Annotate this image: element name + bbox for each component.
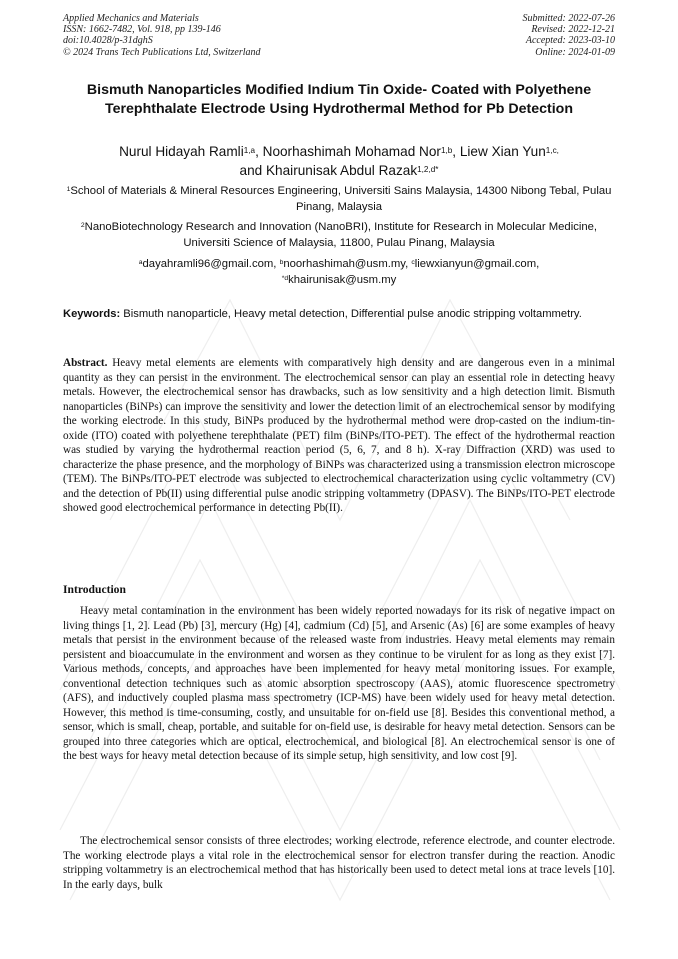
journal-issn: ISSN: 1662-7482, Vol. 918, pp 139-146 xyxy=(63,24,221,36)
author-affiliation-marker: 1,a xyxy=(243,146,256,156)
keywords-label: Keywords: xyxy=(63,308,121,320)
email-address: liewxianyun@gmail.com, xyxy=(414,258,540,270)
keywords-text: Bismuth nanoparticle, Heavy metal detection, Differential pulse anodic stripping voltammetry. xyxy=(120,308,582,320)
journal-info xyxy=(63,13,261,58)
author-emails xyxy=(60,256,618,288)
email-marker: *d xyxy=(281,275,289,283)
affiliation-text: NanoBiotechnology Research and Innovation (NanoBRI), Institute for Research in Molecular Medicine, Universiti Science of Malaysia, 11800, Pulau Pinang, Malaysia xyxy=(84,221,598,249)
email-marker: b xyxy=(279,259,284,267)
paper-title: Bismuth Nanoparticles Modified Indium Tin Oxide- Coated with Polyethene Terephthalate Electrode Using Hydrothermal Method for Pb Detection xyxy=(86,82,592,117)
journal-copyright: © 2024 Trans Tech Publications Ltd, Switzerland xyxy=(63,46,261,58)
author-affiliation-marker: 1,b xyxy=(440,146,453,156)
email-address: khairunisak@usm.my xyxy=(288,274,397,286)
author-affiliation-marker: 1,2,d* xyxy=(417,165,439,175)
journal-name: Applied Mechanics and Materials xyxy=(63,13,199,24)
email-marker: a xyxy=(138,259,143,267)
date-revised: Revised: 2022-12-21 xyxy=(531,24,615,36)
section-heading-introduction: Introduction xyxy=(63,583,126,596)
date-accepted: Accepted: 2023-03-10 xyxy=(525,35,615,47)
author-name: Noorhashimah Mohamad Nor xyxy=(262,144,441,159)
author-name: Liew Xian Yun xyxy=(459,144,546,159)
author-name: and Khairunisak Abdul Razak xyxy=(239,163,418,178)
affiliation-marker: 2 xyxy=(80,222,85,230)
email-address: noorhashimah@usm.my, xyxy=(283,258,412,270)
author-separator: , xyxy=(452,144,460,159)
author-list xyxy=(60,142,618,180)
affiliation-marker: 1 xyxy=(66,186,71,194)
affiliation-2 xyxy=(60,219,618,251)
journal-doi: doi:10.4028/p-31dghS xyxy=(63,35,153,47)
affiliation-1 xyxy=(60,183,618,215)
author-separator: , xyxy=(255,144,263,159)
author-affiliation-marker: 1,c, xyxy=(545,146,559,156)
affiliation-text: School of Materials & Mineral Resources Engineering, Universiti Sains Malaysia, 14300 Nibong Tebal, Pulau Pinang, Malaysia xyxy=(70,185,612,213)
introduction-paragraph-2: The electrochemical sensor consists of three electrodes; working electrode, reference electrode, and counter electrode. The working electrode plays a vital role in the electrochemical sensor for electron transfer during the reaction. Anodic stripping voltammetry is an electrochemical method that has historically been used to detect metal ions at trace levels [10]. In the early days, bulk xyxy=(63,835,615,891)
abstract xyxy=(63,356,615,516)
abstract-label: Abstract. xyxy=(63,357,108,369)
email-address: dayahramli96@gmail.com, xyxy=(142,258,280,270)
introduction-paragraph-1: Heavy metal contamination in the environment has been widely reported nowadays for its risk of negative impact on living things [1, 2]. Lead (Pb) [3], mercury (Hg) [4], cadmium (Cd) [5], and Arsenic (As) [6] are some examples of heavy metals that persist in the environment because of the released waste from industries. Heavy metal elements may remain persistent and bioaccumulate in the environment and worsen as they continue to be virulent for as long as they exist [7]. Various methods, concepts, and approaches have been implemented for heavy metal monitoring issues. For example, conventional detection techniques such as atomic absorption spectroscopy (AAS), atomic fluorescence spectrometry (AFS), and inductively coupled plasma mass spectrometry (ICP-MS) have been widely used for heavy metal detection. However, this method is time-consuming, costly, and unsuitable for on-field use [8]. Besides this conventional method, a sensor, which is small, cheap, portable, and suitable for on-field use, is desirable for heavy metal detection. Sensors can be grouped into three categories which are optical, electrochemical, and biological [8]. An electrochemical sensor is one of the best ways for heavy metal detection because of its simple setup, high sensitivity, and low cost [9]. xyxy=(63,605,615,763)
abstract-text: Heavy metal elements are elements with comparatively high density and are dangerous even in a minimal quantity as they can persist in the environment. The electrochemical sensor can play an essential role in detecting heavy metals. However, the electrochemical sensor has drawbacks, such as low sensitivity and a high detection limit. Bismuth nanoparticles (BiNPs) can improve the sensitivity and lower the detection limit of an electrochemical sensor by modifying the working electrode. In this study, BiNPs produced by the hydrothermal method were drop-casted on the indium-tin-oxide (ITO) coated with polyethene terephthalate (PET) film (BiNPs/ITO-PET). The effect of the hydrothermal reaction was studied by varying the hydrothermal reaction period (5, 6, 7, and 8 h). X-ray Diffraction (XRD) was used to characterize the phase presence, and the morphology of BiNPs was characterized using a transmission electron microscope (TEM). The BiNPs/ITO-PET electrode was subjected to electrochemical characterization using cyclic voltammetry (CV) and the detection of Pb(II) using differential pulse anodic stripping voltammetry (DPASV). The BiNPs/ITO-PET electrode showed good electrochemical performance in detecting Pb(II). xyxy=(63,357,615,515)
author-name: Nurul Hidayah Ramli xyxy=(119,144,244,159)
date-submitted: Submitted: 2022-07-26 xyxy=(522,13,615,24)
publication-dates xyxy=(523,13,616,58)
keywords xyxy=(63,307,615,322)
date-online: Online: 2024-01-09 xyxy=(535,46,615,58)
email-marker: c xyxy=(411,259,415,267)
